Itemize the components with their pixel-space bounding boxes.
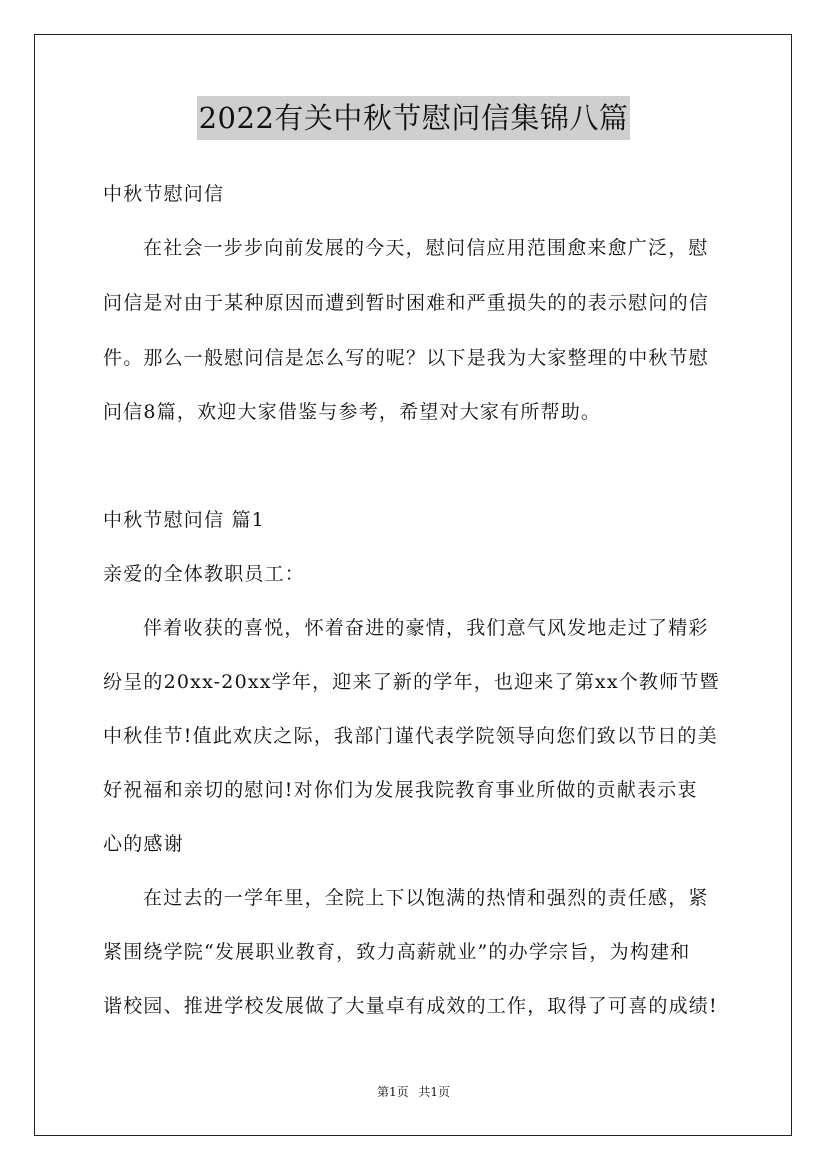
- document-title: 2022有关中秋节慰问信集锦八篇: [197, 96, 631, 140]
- page-number: 第1页: [376, 1085, 409, 1099]
- paragraph-line: 在社会一步步向前发展的今天，慰问信应用范围愈来愈广泛，慰: [143, 237, 709, 259]
- paragraph-line: 问信8篇，欢迎大家借鉴与参考，希望对大家有所帮助。: [103, 401, 602, 423]
- title-container: [0, 96, 827, 140]
- paragraph-line: 谐校园、推进学校发展做了大量卓有成效的工作，取得了可喜的成绩!: [103, 995, 718, 1017]
- paragraph-line: 心的感谢: [103, 833, 184, 855]
- page-footer: [0, 1084, 827, 1100]
- paragraph-line: 好祝福和亲切的慰问!对你们为发展我院教育事业所做的贡献表示衷: [103, 779, 698, 801]
- section-heading: 中秋节慰问信: [103, 183, 225, 205]
- paragraph-line: 伴着收获的喜悦，怀着奋进的豪情，我们意气风发地走过了精彩: [143, 617, 709, 639]
- page-count: 共1页: [418, 1085, 451, 1099]
- paragraph-line: 纷呈的20xx-20xx学年，迎来了新的学年，也迎来了第xx个教师节暨: [103, 671, 720, 693]
- paragraph-line: 问信是对由于某种原因而遭到暂时困难和严重损失的的表示慰问的信: [103, 292, 710, 314]
- paragraph-line: 中秋佳节!值此欢庆之际，我部门谨代表学院领导向您们致以节日的美: [103, 725, 718, 747]
- paragraph-line: 紧围绕学院“发展职业教育，致力高薪就业”的办学宗旨，为构建和: [103, 941, 691, 963]
- section-heading: 中秋节慰问信 篇1: [103, 509, 265, 531]
- paragraph-line: 件。那么一般慰问信是怎么写的呢？以下是我为大家整理的中秋节慰: [103, 347, 710, 369]
- salutation: 亲爱的全体教职员工：: [103, 563, 306, 585]
- paragraph-line: 在过去的一学年里，全院上下以饱满的热情和强烈的责任感，紧: [143, 887, 709, 909]
